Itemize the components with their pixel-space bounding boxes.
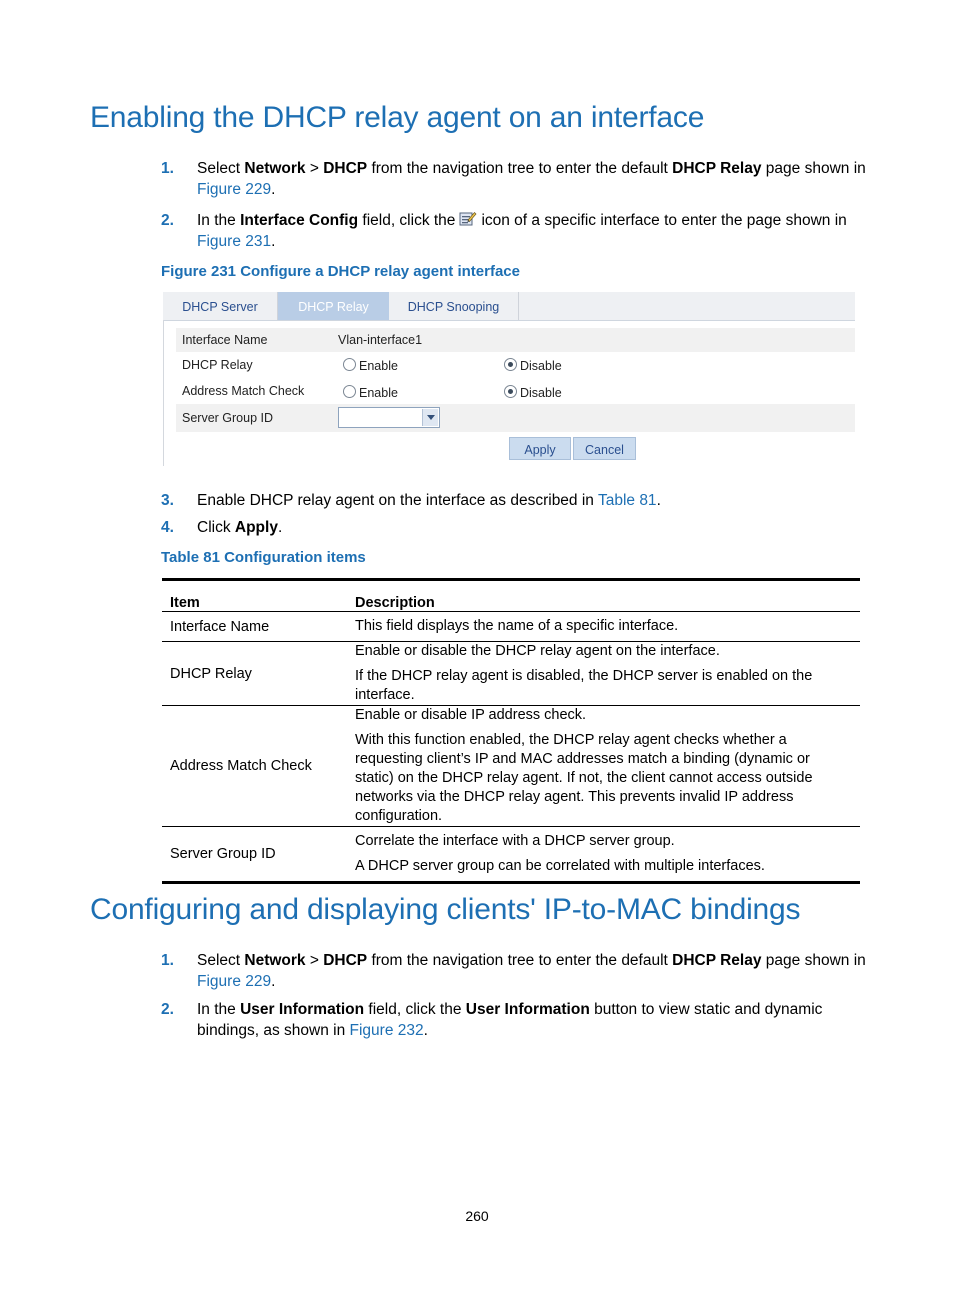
step-text: Select Network > DHCP from the navigation tree to enter the default DHCP Relay page shown in Figure 229. — [197, 160, 866, 198]
frame-border — [163, 320, 164, 466]
column-header: Item — [170, 595, 200, 611]
step-text: Click Apply. — [197, 519, 283, 536]
server-group-select[interactable] — [338, 407, 440, 428]
radio-label: Disable — [520, 386, 562, 400]
step-text: In the Interface Config field, click the icon of a specific interface to enter the page shown in Figure 231. — [197, 212, 847, 250]
radio-label: Enable — [359, 359, 398, 373]
table-row — [162, 706, 860, 827]
table-header-row — [162, 580, 860, 612]
config-items-table — [162, 578, 860, 884]
table-row — [162, 612, 860, 642]
item-cell: Server Group ID — [170, 846, 276, 862]
field-label: Address Match Check — [182, 384, 305, 398]
tab-dhcp-server[interactable]: DHCP Server — [163, 292, 278, 320]
step-text: Select Network > DHCP from the navigation tree to enter the default DHCP Relay page shown in Figure 229. — [197, 952, 866, 990]
step-number: 2. — [161, 212, 174, 229]
radio-label: Enable — [359, 386, 398, 400]
table-caption: Table 81 Configuration items — [161, 549, 366, 566]
edit-config-icon — [459, 210, 477, 227]
chevron-down-icon[interactable] — [422, 409, 438, 426]
description-cell: This field displays the name of a specific interface. — [355, 618, 679, 634]
step-number: 2. — [161, 1001, 174, 1018]
tab-dhcp-relay[interactable]: DHCP Relay — [278, 292, 389, 320]
table-link[interactable]: Table 81 — [597, 492, 657, 509]
step-text: Enable DHCP relay agent on the interface as described in Table 81. — [197, 492, 661, 509]
radio-label: Disable — [520, 359, 562, 373]
section-title: Configuring and displaying clients' IP-to-MAC bindings — [90, 893, 801, 926]
tab-bar — [163, 292, 855, 321]
step-number: 1. — [161, 160, 174, 177]
item-cell: Interface Name — [170, 618, 270, 635]
figure-caption: Figure 231 Configure a DHCP relay agent interface — [161, 263, 520, 280]
step-number: 1. — [161, 952, 174, 969]
description-cell: Enable or disable IP address check. With this function enabled, the DHCP relay agent checks whether a requesting client’s IP and MAC addresses match a binding (dynamic or static) on the DHCP relay agent. If not, the client cannot access outside networks via the DHCP relay agent. This prevents invalid IP address configuration. — [355, 707, 813, 824]
interface-name-row — [176, 328, 855, 352]
tab-dhcp-snooping[interactable]: DHCP Snooping — [389, 292, 519, 320]
field-label: Server Group ID — [182, 411, 274, 425]
description-cell: Enable or disable the DHCP relay agent on the interface. If the DHCP relay agent is disabled, the DHCP server is enabled on the interface. — [355, 643, 813, 703]
description-cell: Correlate the interface with a DHCP server group. A DHCP server group can be correlated with multiple interfaces. — [355, 833, 765, 874]
table-row — [162, 642, 860, 706]
dhcp-relay-enable-radio[interactable] — [343, 358, 356, 371]
section-title: Enabling the DHCP relay agent on an interface — [90, 101, 705, 134]
step-number: 4. — [161, 519, 174, 536]
field-label: Interface Name — [182, 333, 268, 347]
address-match-row — [176, 379, 855, 403]
step-number: 3. — [161, 492, 174, 509]
figure-link[interactable]: Figure 232 — [349, 1022, 424, 1039]
figure-link[interactable]: Figure 231 — [197, 233, 272, 250]
apply-button[interactable]: Apply — [509, 437, 571, 460]
field-label: DHCP Relay — [182, 358, 253, 372]
server-group-row — [176, 404, 855, 432]
table-row — [162, 827, 860, 883]
figure-link[interactable]: Figure 229 — [197, 181, 272, 198]
cancel-button[interactable]: Cancel — [573, 437, 636, 460]
interface-name-value: Vlan-interface1 — [338, 333, 423, 347]
step-text: In the User Information field, click the User Information button to view static and dynamic bindings, as shown in Figure 232. — [197, 1001, 823, 1039]
figure-link[interactable]: Figure 229 — [197, 973, 272, 990]
item-cell: Address Match Check — [170, 758, 312, 774]
page-number: 260 — [465, 1208, 489, 1224]
address-match-disable-radio[interactable] — [504, 385, 517, 398]
address-match-enable-radio[interactable] — [343, 385, 356, 398]
dhcp-relay-disable-radio[interactable] — [504, 358, 517, 371]
dhcp-relay-row — [176, 353, 855, 377]
dhcp-relay-config-screenshot — [163, 292, 855, 466]
column-header: Description — [355, 595, 435, 611]
item-cell: DHCP Relay — [170, 665, 252, 682]
